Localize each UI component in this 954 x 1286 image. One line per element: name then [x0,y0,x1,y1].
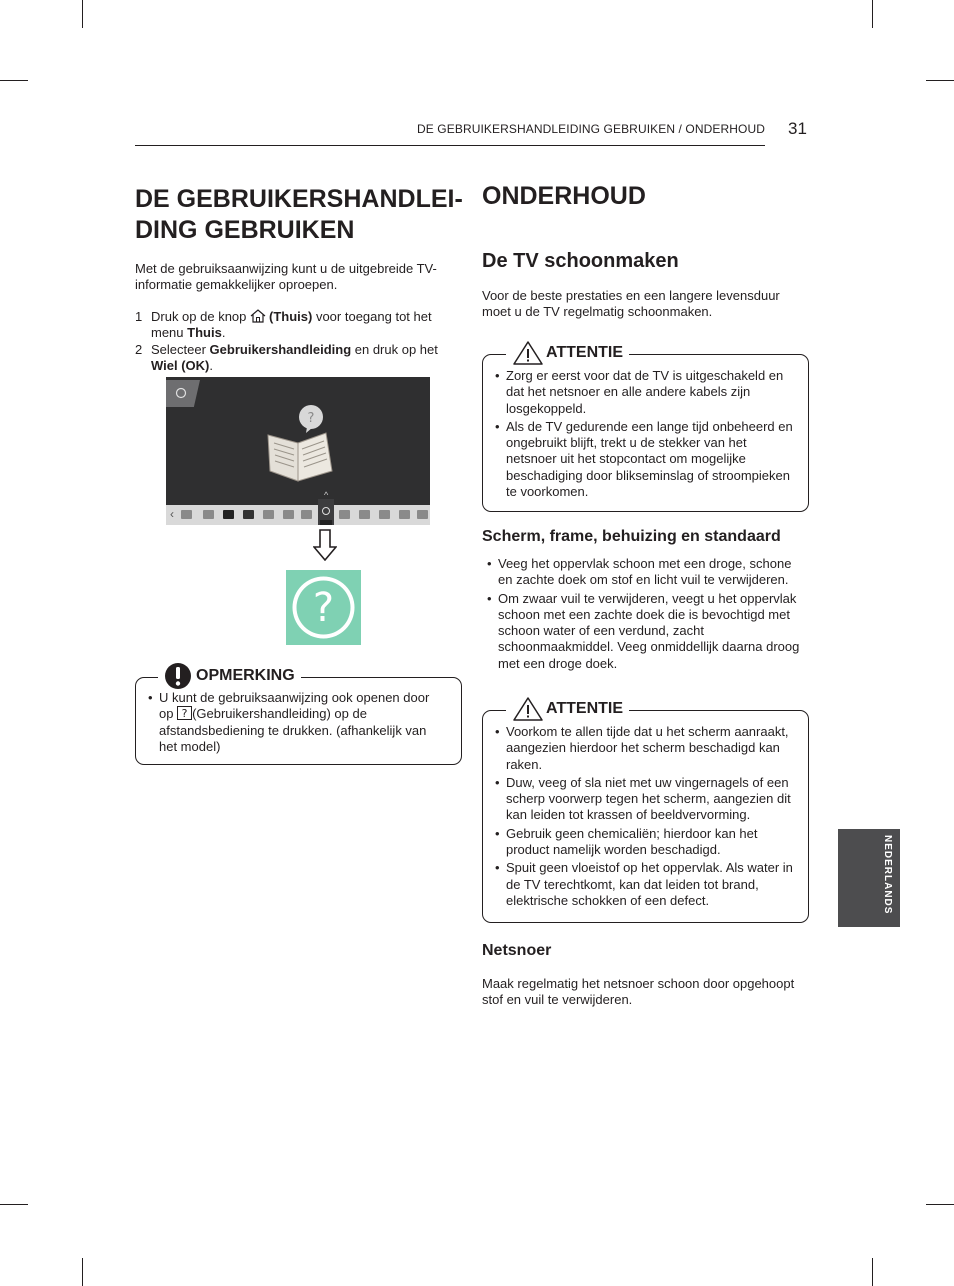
warning-icon [512,340,544,366]
chevron-left-icon: ‹ [170,507,174,521]
right-intro: Voor de beste prestaties en een langere levensduur moet u de TV regelmatig schoonmaken. [482,288,780,320]
crop-mark [82,1258,83,1286]
attention-item: • Als de TV gedurende een lange tijd onbeheerd en ongebruikt blijft, trekt u de stekker van het netsnoer uit het stopcontact om mogelijke beschadiging door blikseminslag of stroompieken te voorkomen. [495,419,795,500]
header-rule [135,145,765,146]
book-icon [262,403,336,483]
step-2: 2 Selecteer Gebruikershandleiding en druk op het Wiel (OK). [135,341,438,373]
attention-item: • Voorkom te allen tijde dat u het scherm aanraakt, aangezien hierdoor het scherm beschadigd kan raken. [495,724,797,773]
tv-home-screenshot [166,377,430,525]
help-tile-icon [318,499,334,525]
crop-mark [82,0,83,28]
language-tab [838,829,900,927]
left-heading-line2: DING GEBRUIKEN [135,216,355,244]
right-heading: ONDERHOUD [482,182,646,210]
page-number: 31 [788,119,807,138]
svg-text:?: ? [181,707,188,721]
warning-icon [512,696,544,722]
crop-mark [872,0,873,28]
left-intro: Met de gebruiksaanwijzing kunt u de uitgebreide TV-informatie gemakkelijker oproepen. [135,261,437,293]
attention-item: • Gebruik geen chemicaliën; hierdoor kan het product namelijk worden beschadigd. [495,826,797,859]
crop-mark [926,1204,954,1205]
launcher-bar [166,505,430,525]
crop-mark [0,1204,28,1205]
home-icon [250,309,266,323]
attention-list-1 [495,368,795,502]
clock-icon [175,387,187,399]
crop-mark [926,80,954,81]
screen-care-item: • Om zwaar vuil te verwijderen, veegt u het oppervlak schoon met een zachte doek die is bevochtigd met schoon water of een verdund, zacht schoonmaakmiddel. Veeg onmiddellijk daarna droog met een droge doek. [487,591,805,672]
attention-title-1: ATTENTIE [506,340,629,366]
attention-list-2 [495,724,797,911]
selected-launcher-item [318,499,334,525]
note-item: • U kunt de gebruiksaanwijzing ook openen door op ? (Gebruikershandleiding) op de afstandsbediening te drukken. (afhankelijk van het model) [148,690,440,755]
running-head: DE GEBRUIKERSHANDLEIDING GEBRUIKEN / ONDERHOUD [417,122,765,136]
attention-item: • Spuit geen vloeistof op het oppervlak. Als water in de TV terechtkomt, kan dat leiden tot brand, elektrische schokken of een defect. [495,860,797,909]
help-icon [286,570,361,645]
steps-list [135,309,450,374]
screen-care-item: • Veeg het oppervlak schoon met een droge, schone en zachte doek om stof en licht vuil te verwijderen. [487,556,805,589]
svg-text:?: ? [307,411,315,426]
step-1: 1 Druk op de knop (Thuis) voor toegang tot het menu Thuis. [135,309,432,341]
attention-item: • Duw, veeg of sla niet met uw vingernagels of een scherp voorwerp tegen het scherm, aangezien dit kan leiden tot krassen of beeldvervorming. [495,775,797,824]
screen-care-list [487,556,805,674]
note-list [148,690,440,757]
svg-text:?: ? [312,585,335,631]
attention-title-2: ATTENTIE [506,696,629,722]
section-screen-heading: Scherm, frame, behuizing en standaard [482,528,781,545]
crop-mark [0,80,28,81]
right-subheading: De TV schoonmaken [482,250,679,272]
help-button-icon [177,706,192,720]
caret-up-icon: ^ [324,490,329,500]
language-tab-label: NEDERLANDS [882,835,893,915]
left-heading [135,184,465,246]
down-arrow-icon [313,529,337,561]
crop-mark [872,1258,873,1286]
attention-item: • Zorg er eerst voor dat de TV is uitgeschakeld en dat het netsnoer en alle andere kabels zijn losgekoppeld. [495,368,795,417]
section-power-cord-heading: Netsnoer [482,942,552,959]
note-title: OPMERKING [158,662,301,690]
note-icon [164,662,192,690]
power-cord-text: Maak regelmatig het netsnoer schoon door opgehoopt stof en vuil te verwijderen. [482,976,795,1008]
left-heading-line1: DE GEBRUIKERSHANDLEI- [135,185,463,213]
